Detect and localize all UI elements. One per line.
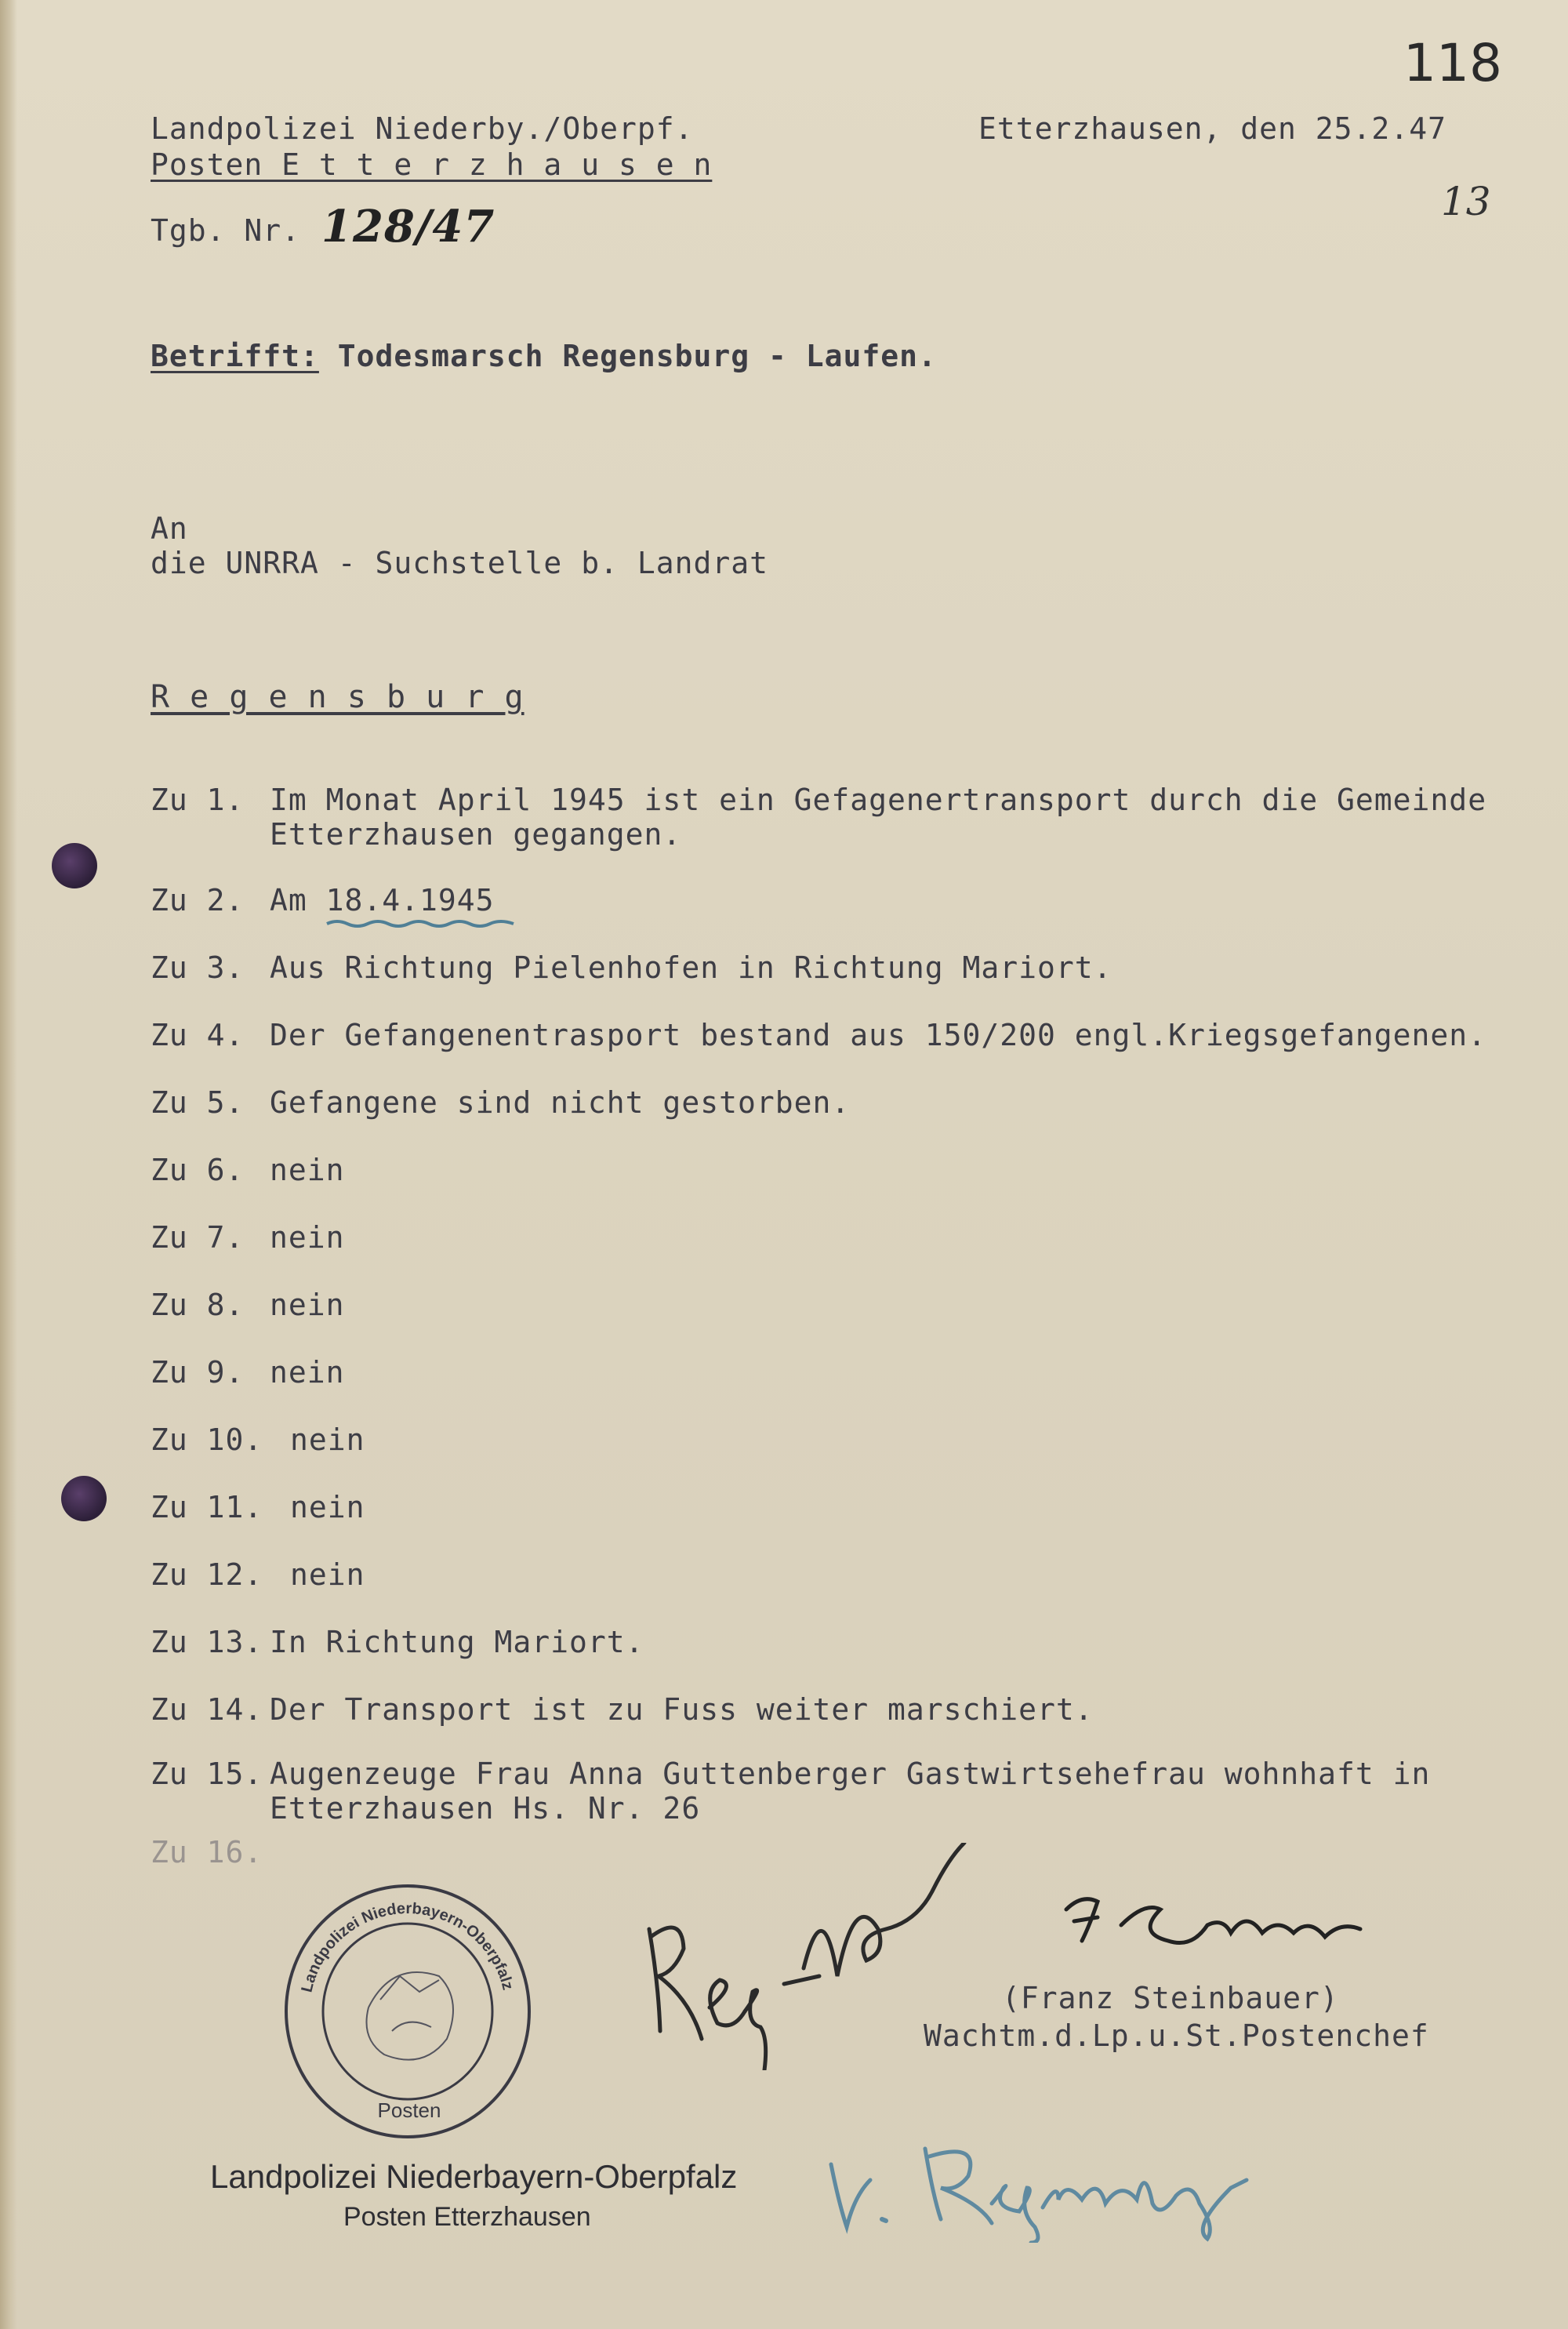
- punch-hole-top: [52, 843, 97, 888]
- struck-line: Zu 16.: [151, 1835, 263, 1869]
- answer-item-continuation: Etterzhausen gegangen.: [270, 817, 682, 852]
- answer-item: Zu 9. nein: [151, 1355, 345, 1390]
- svg-text:Posten: Posten: [377, 2098, 441, 2122]
- answer-item: Zu 12. nein: [151, 1557, 365, 1592]
- post-line: Posten E t t e r z h a u s e n: [151, 147, 713, 182]
- answer-item: Zu 3. Aus Richtung Pielenhofen in Richtung Mariort.: [151, 950, 1112, 985]
- page-edge: [0, 0, 17, 2329]
- section-heading: R e g e n s b u r g: [151, 679, 524, 715]
- answer-item: Zu 1. Im Monat April 1945 ist ein Gefagenertransport durch die Gemeinde: [151, 783, 1487, 817]
- answer-item: Zu 14. Der Transport ist zu Fuss weiter marschiert.: [151, 1692, 1094, 1727]
- answer-item-continuation: Etterzhausen Hs. Nr. 26: [270, 1791, 701, 1826]
- folio-number: 118: [1403, 33, 1502, 93]
- answer-item: Zu 7. nein: [151, 1220, 345, 1255]
- stamp-caption-line-1: Landpolizei Niederbayern-Oberpfalz: [210, 2158, 738, 2195]
- official-stamp: [282, 1882, 533, 2141]
- handwritten-signature: [1051, 1886, 1380, 1972]
- answer-item: Zu 10. nein: [151, 1422, 365, 1457]
- place-date: Etterzhausen, den 25.2.47: [978, 111, 1446, 146]
- answer-item: Zu 13. In Richtung Mariort.: [151, 1625, 644, 1659]
- journal-label: Tgb. Nr.: [151, 213, 301, 248]
- authority-line: Landpolizei Niederby./Oberpf.: [151, 111, 694, 146]
- subject-line: [151, 339, 937, 373]
- answer-item: Zu 4. Der Gefangenentrasport bestand aus 150/200 engl.Kriegsgefangenen.: [151, 1018, 1487, 1052]
- blue-underline-mark: [325, 917, 517, 930]
- recipient-line-1: An: [151, 511, 188, 546]
- answer-item: Zu 5. Gefangene sind nicht gestorben.: [151, 1085, 851, 1120]
- answer-item: Zu 2. Am 18.4.1945: [151, 883, 495, 917]
- journal-number: 128/47: [321, 201, 495, 253]
- signer-title: Wachtm.d.Lp.u.St.Postenchef: [924, 2018, 1429, 2053]
- answer-item: Zu 15. Augenzeuge Frau Anna Guttenberger Gastwirtsehefrau wohnhaft in: [151, 1757, 1431, 1791]
- svg-text:Landpolizei Niederbayern-Oberp: Landpolizei Niederbayern-Oberpfalz: [298, 1899, 517, 1994]
- answer-item: Zu 6. nein: [151, 1153, 345, 1187]
- punch-hole-bottom: [61, 1476, 107, 1521]
- stamp-caption-line-2: Posten Etterzhausen: [343, 2202, 591, 2232]
- answer-item: Zu 8. nein: [151, 1288, 345, 1322]
- subject-text: Todesmarsch Regensburg - Laufen.: [337, 339, 937, 373]
- margin-note: 13: [1441, 179, 1491, 224]
- blue-pencil-annotation: [823, 2133, 1278, 2243]
- answer-item: Zu 11. nein: [151, 1490, 365, 1524]
- recipient-line-2: die UNRRA - Suchstelle b. Landrat: [151, 546, 768, 580]
- subject-label: Betrifft:: [151, 339, 319, 373]
- signer-name: (Franz Steinbauer): [1002, 1981, 1339, 2015]
